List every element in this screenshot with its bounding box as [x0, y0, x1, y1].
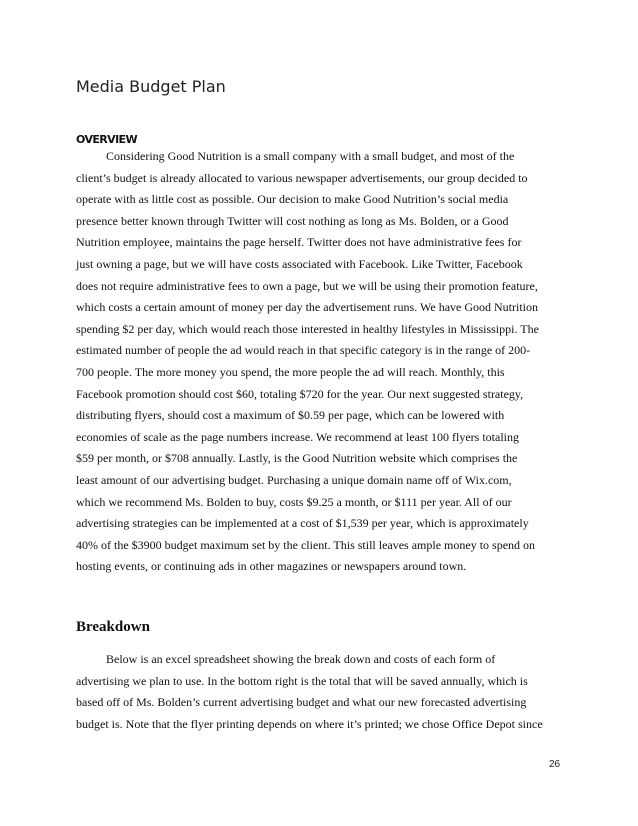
paragraph-line: Below is an excel spreadsheet showing the break down and costs of each form of	[106, 652, 496, 666]
paragraph-line: advertising strategies can be implemented at a cost of $1,539 per year, which is approximately	[76, 516, 529, 531]
paragraph-line: budget is. Note that the flyer printing depends on where it’s printed; we chose Office Depot since	[76, 716, 543, 731]
page-number: 26	[549, 759, 561, 770]
paragraph-line: operate with as little cost as possible. Our decision to make Good Nutrition’s social media	[76, 192, 509, 207]
breakdown-heading: Breakdown	[76, 619, 150, 635]
paragraph-line: just owning a page, but we will have costs associated with Facebook. Like Twitter, Facebook	[76, 256, 523, 271]
paragraph-line: distributing flyers, should cost a maximum of $0.59 per page, which can be lowered with	[76, 408, 505, 423]
paragraph-line: which we recommend Ms. Bolden to buy, costs $9.25 a month, or $111 per year. All of our	[76, 494, 512, 509]
paragraph-line: Considering Good Nutrition is a small company with a small budget, and most of the	[106, 149, 515, 163]
paragraph-line: Facebook promotion should cost $60, totaling $720 for the year. Our next suggested strategy,	[76, 386, 524, 401]
paragraph-line: $59 per month, or $708 annually. Lastly, is the Good Nutrition website which comprises the	[76, 451, 518, 466]
paragraph-line: economies of scale as the page numbers increase. We recommend at least 100 flyers totaling	[76, 429, 519, 444]
paragraph-line: hosting events, or continuing ads in other magazines or newspapers around town.	[76, 559, 467, 574]
paragraph-line: spending $2 per day, which would reach those interested in healthy lifestyles in Mississippi. The	[76, 321, 539, 336]
breakdown-paragraph	[76, 649, 566, 735]
paragraph-line: estimated number of people the ad would reach in that specific category is in the range of 200-	[76, 343, 531, 358]
paragraph-line: based off of Ms. Bolden’s current advertising budget and what our new forecasted advertising	[76, 695, 527, 710]
paragraph-line: 700 people. The more money you spend, the more people the ad will reach. Monthly, this	[76, 364, 505, 379]
paragraph-line: which costs a certain amount of money per day the advertisement runs. We have Good Nutrition	[76, 300, 539, 315]
paragraph-line: least amount of our advertising budget. Purchasing a unique domain name off of Wix.com,	[76, 472, 512, 487]
overview-paragraph	[76, 146, 566, 578]
section-heading: Media Budget Plan	[76, 77, 226, 96]
paragraph-line: does not require administrative fees to own a page, but we will be using their promotion feature,	[76, 278, 538, 293]
paragraph-line: client’s budget is already allocated to various newspaper advertisements, our group decided to	[76, 170, 528, 185]
paragraph-line: advertising we plan to use. In the bottom right is the total that will be saved annually, which is	[76, 673, 528, 688]
overview-heading: OVERVIEW	[76, 133, 138, 146]
paragraph-line: presence better known through Twitter will cost nothing as long as Ms. Bolden, or a Good	[76, 213, 509, 228]
paragraph-line: Nutrition employee, maintains the page herself. Twitter does not have administrative fees for	[76, 235, 522, 250]
paragraph-line: 40% of the $3900 budget maximum set by the client. This still leaves ample money to spend on	[76, 537, 536, 552]
